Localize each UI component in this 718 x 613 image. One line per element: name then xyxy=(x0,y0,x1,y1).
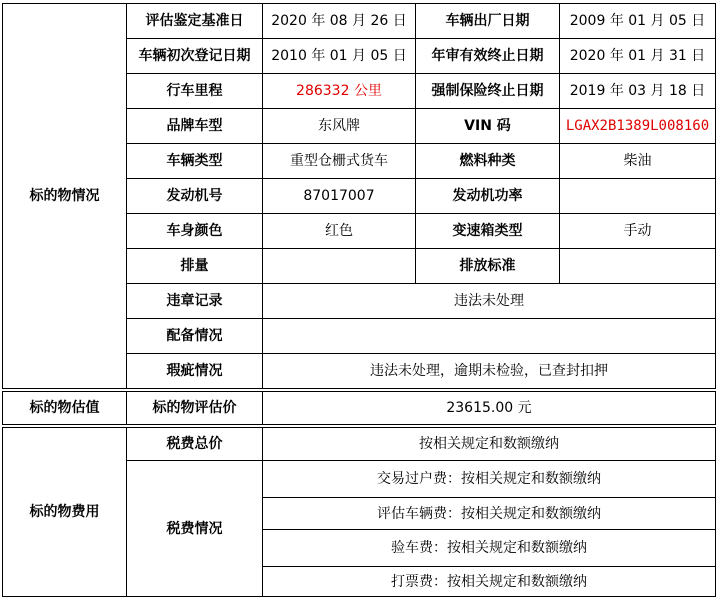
valuation-label: 标的物评估价 xyxy=(127,392,263,425)
row-assess-date xyxy=(3,4,716,39)
gearbox-label: 变速箱类型 xyxy=(416,214,560,249)
vin-value: LGAX2B1389L008160 xyxy=(560,109,716,144)
vehicle-type-label: 车辆类型 xyxy=(127,144,263,179)
equipment-value xyxy=(263,319,716,354)
defects-value: 违法未处理，逾期未检验，已查封扣押 xyxy=(263,354,716,389)
insurance-end-label: 强制保险终止日期 xyxy=(416,74,560,109)
assess-date-value: 2020 年 08 月 26 日 xyxy=(263,4,416,39)
insurance-end-value: 2019 年 03 月 18 日 xyxy=(560,74,716,109)
mileage-label: 行车里程 xyxy=(127,74,263,109)
row-valuation xyxy=(3,392,716,425)
first-reg-date-value: 2010 年 01 月 05 日 xyxy=(263,39,416,74)
tax-total-value: 按相关规定和数额缴纳 xyxy=(263,428,716,461)
violations-value: 违法未处理 xyxy=(263,284,716,319)
engine-no-label: 发动机号 xyxy=(127,179,263,214)
annual-review-end-value: 2020 年 01 月 31 日 xyxy=(560,39,716,74)
assess-date-label: 评估鉴定基准日 xyxy=(127,4,263,39)
engine-power-label: 发动机功率 xyxy=(416,179,560,214)
body-color-label: 车身颜色 xyxy=(127,214,263,249)
engine-no-value: 87017007 xyxy=(263,179,416,214)
engine-power-value xyxy=(560,179,716,214)
tax-details-label: 税费情况 xyxy=(127,461,263,597)
section-object-fees: 标的物费用 xyxy=(3,428,127,597)
tax-item: 评估车辆费：按相关规定和数额缴纳 xyxy=(263,498,716,530)
section-object-value: 标的物估值 xyxy=(3,392,127,425)
fuel-type-label: 燃料种类 xyxy=(416,144,560,179)
brand-value: 东风牌 xyxy=(263,109,416,144)
defects-label: 瑕疵情况 xyxy=(127,354,263,389)
displacement-value xyxy=(263,249,416,284)
valuation-value: 23615.00 元 xyxy=(263,392,716,425)
tax-item: 打票费：按相关规定和数额缴纳 xyxy=(263,567,716,597)
displacement-label: 排量 xyxy=(127,249,263,284)
emission-label: 排放标准 xyxy=(416,249,560,284)
annual-review-end-label: 年审有效终止日期 xyxy=(416,39,560,74)
violations-label: 违章记录 xyxy=(127,284,263,319)
emission-value xyxy=(560,249,716,284)
body-color-value: 红色 xyxy=(263,214,416,249)
fuel-type-value: 柴油 xyxy=(560,144,716,179)
first-reg-date-label: 车辆初次登记日期 xyxy=(127,39,263,74)
vehicle-assessment-table xyxy=(2,3,716,597)
equipment-label: 配备情况 xyxy=(127,319,263,354)
vin-label: VIN 码 xyxy=(416,109,560,144)
section-object-info: 标的物情况 xyxy=(3,4,127,389)
brand-label: 品牌车型 xyxy=(127,109,263,144)
factory-date-value: 2009 年 01 月 05 日 xyxy=(560,4,716,39)
tax-total-label: 税费总价 xyxy=(127,428,263,461)
mileage-value: 286332 公里 xyxy=(263,74,416,109)
row-tax-total xyxy=(3,428,716,461)
vehicle-type-value: 重型仓栅式货车 xyxy=(263,144,416,179)
tax-item: 交易过户费：按相关规定和数额缴纳 xyxy=(263,461,716,498)
gearbox-value: 手动 xyxy=(560,214,716,249)
factory-date-label: 车辆出厂日期 xyxy=(416,4,560,39)
tax-item: 验车费：按相关规定和数额缴纳 xyxy=(263,530,716,567)
